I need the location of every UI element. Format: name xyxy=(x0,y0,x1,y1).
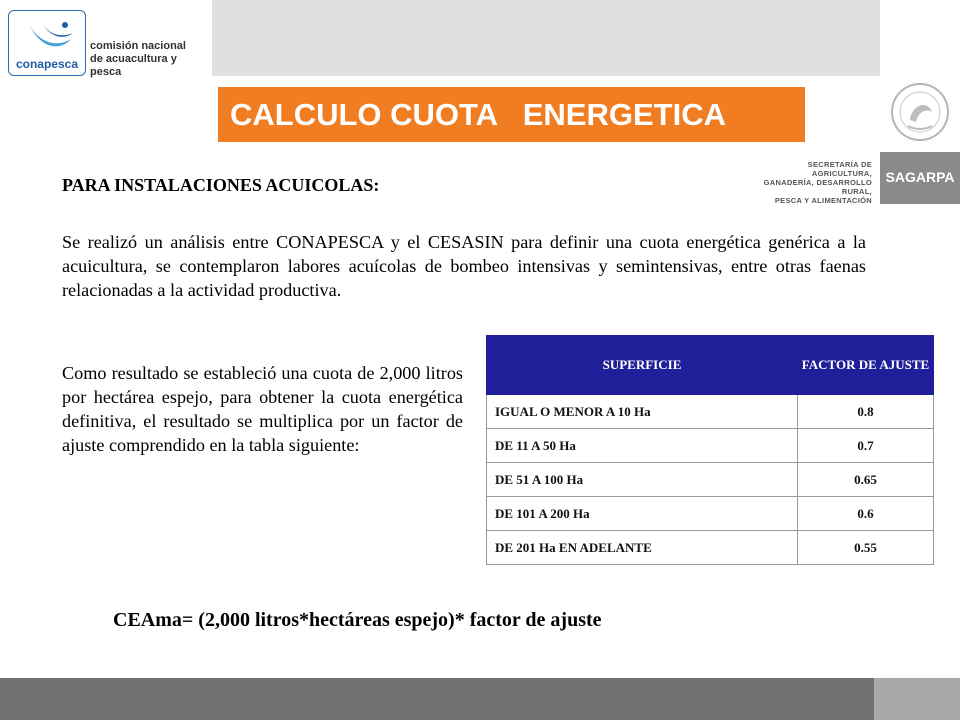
table-row xyxy=(487,497,934,531)
cell-superficie: IGUAL O MENOR A 10 Ha xyxy=(487,395,798,429)
conapesca-badge xyxy=(8,10,86,76)
table-row xyxy=(487,395,934,429)
conapesca-logo xyxy=(8,10,203,76)
cell-factor: 0.6 xyxy=(798,497,934,531)
formula: CEAma= (2,000 litros*hectáreas espejo)* factor de ajuste xyxy=(113,609,602,631)
header-band xyxy=(212,0,880,76)
table-row xyxy=(487,531,934,565)
header-corner xyxy=(880,0,960,76)
secretaria-line1: SECRETARÍA DE AGRICULTURA, xyxy=(807,160,872,178)
secretaria-line2: GANADERÍA, DESARROLLO RURAL, xyxy=(763,178,872,196)
cell-superficie: DE 11 A 50 Ha xyxy=(487,429,798,463)
cell-factor: 0.8 xyxy=(798,395,934,429)
cell-factor: 0.65 xyxy=(798,463,934,497)
conapesca-badge-text: conapesca xyxy=(15,57,79,71)
secretaria-text xyxy=(752,160,872,205)
intro-paragraph: Se realizó un análisis entre CONAPESCA y el CESASIN para definir una cuota energética genérica a la acuicultura, se contemplaron labores acuícolas de bombeo intensivas y semintensivas, entre otras faenas relacionadas a la actividad productiva. xyxy=(62,232,866,300)
cell-factor: 0.7 xyxy=(798,429,934,463)
result-paragraph: Como resultado se estableció una cuota de 2,000 litros por hectárea espejo, para obtener la cuota energética definitiva, el resultado se multiplica por un factor de ajuste comprendido en la tabla siguiente: xyxy=(62,363,463,455)
fish-bird-icon xyxy=(9,11,85,61)
header-factor: FACTOR DE AJUSTE xyxy=(798,336,934,395)
section-subtitle: PARA INSTALACIONES ACUICOLAS: xyxy=(62,175,380,195)
table-row xyxy=(487,463,934,497)
conapesca-name-line2: de acuacultura y pesca xyxy=(90,53,177,78)
table-row xyxy=(487,429,934,463)
factor-table xyxy=(486,335,934,565)
conapesca-name-line1: comisión nacional xyxy=(90,40,186,52)
conapesca-name xyxy=(90,40,203,79)
secretaria-line3: PESCA Y ALIMENTACIÓN xyxy=(774,196,872,205)
eagle-crest-icon xyxy=(880,76,960,148)
cell-superficie: DE 201 Ha EN ADELANTE xyxy=(487,531,798,565)
sagarpa-logo xyxy=(880,152,960,204)
header-superficie: SUPERFICIE xyxy=(487,336,798,395)
title-bar xyxy=(218,87,805,142)
mexico-crest xyxy=(880,76,960,148)
page-title: CALCULO CUOTA ENERGETICA xyxy=(230,97,726,132)
table-header-row xyxy=(487,336,934,395)
sagarpa-label: SAGARPA xyxy=(885,169,955,185)
footer-bar-corner xyxy=(874,678,960,720)
cell-superficie: DE 101 A 200 Ha xyxy=(487,497,798,531)
footer-bar xyxy=(0,678,874,720)
cell-superficie: DE 51 A 100 Ha xyxy=(487,463,798,497)
cell-factor: 0.55 xyxy=(798,531,934,565)
